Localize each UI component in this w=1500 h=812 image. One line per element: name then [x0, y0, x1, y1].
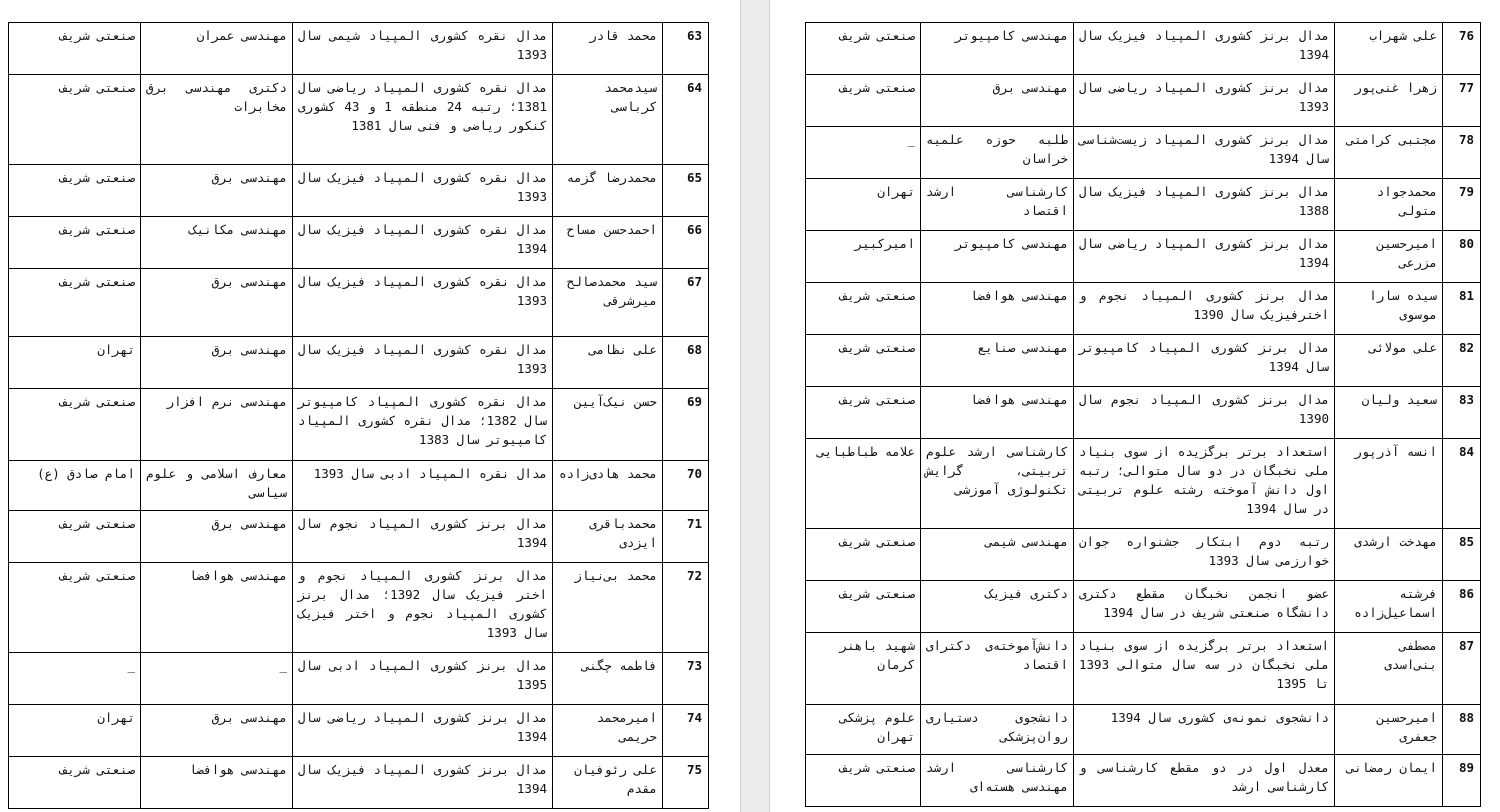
name-cell: انسه آذرپور: [1335, 439, 1443, 529]
table-row: [9, 23, 709, 75]
field-cell: مهندسی کامپیوتر: [921, 23, 1074, 75]
row-number-cell: 76: [1443, 23, 1481, 75]
university-cell: علوم پزشکی تهران: [806, 705, 921, 755]
table-row: [9, 757, 709, 809]
field-cell: معارف اسلامی و علوم سیاسی: [141, 461, 293, 511]
achievement-cell: مدال برنز کشوری المپیاد ادبی سال 1395: [293, 653, 553, 705]
table-row: [9, 705, 709, 757]
field-cell: کارشناسی ارشد مهندسی هسته‌ای: [921, 755, 1074, 807]
university-cell: صنعتی شریف: [9, 389, 141, 461]
university-cell: تهران: [9, 705, 141, 757]
field-cell: _: [141, 653, 293, 705]
name-cell: فرشته اسماعیل‌زاده: [1335, 581, 1443, 633]
row-number-cell: 89: [1443, 755, 1481, 807]
university-cell: _: [806, 127, 921, 179]
table-row: [9, 511, 709, 563]
row-number-cell: 73: [663, 653, 709, 705]
name-cell: علی مولائی: [1335, 335, 1443, 387]
field-cell: مهندسی هوافضا: [921, 283, 1074, 335]
right-page: [770, 0, 1500, 812]
university-cell: امام صادق (ع): [9, 461, 141, 511]
achievement-cell: مدال برنز کشوری المپیاد نجوم و اختر فیزیک سال 1392؛ مدال برنز کشوری المپیاد نجوم و اختر فیزیک سال 1393: [293, 563, 553, 653]
table-row: [9, 269, 709, 337]
table-row: [806, 179, 1481, 231]
row-number-cell: 64: [663, 75, 709, 165]
university-cell: صنعتی شریف: [806, 335, 921, 387]
honors-table-left: [8, 22, 709, 809]
achievement-cell: مدال برنز کشوری المپیاد ریاضی سال 1394: [293, 705, 553, 757]
row-number-cell: 88: [1443, 705, 1481, 755]
row-number-cell: 75: [663, 757, 709, 809]
row-number-cell: 82: [1443, 335, 1481, 387]
table-row: [9, 653, 709, 705]
achievement-cell: مدال نقره کشوری المپیاد فیزیک سال 1393: [293, 269, 553, 337]
name-cell: مهدخت ارشدی: [1335, 529, 1443, 581]
achievement-cell: مدال برنز کشوری المپیاد نجوم سال 1394: [293, 511, 553, 563]
name-cell: ایمان رمضانی: [1335, 755, 1443, 807]
name-cell: سیده سارا موسوی: [1335, 283, 1443, 335]
table-row: [9, 337, 709, 389]
field-cell: مهندسی شیمی: [921, 529, 1074, 581]
field-cell: مهندسی هوافضا: [141, 757, 293, 809]
achievement-cell: استعداد برتر برگزیده از سوی بنیاد ملی نخبگان در دو سال متوالی؛ رتبه اول دانش آموخته رشته علوم تربیتی در سال 1394: [1074, 439, 1335, 529]
field-cell: مهندسی کامپیوتر: [921, 231, 1074, 283]
name-cell: علی نظامی: [553, 337, 663, 389]
row-number-cell: 80: [1443, 231, 1481, 283]
table-row: [806, 23, 1481, 75]
achievement-cell: مدال برنز کشوری المپیاد نجوم سال 1390: [1074, 387, 1335, 439]
row-number-cell: 83: [1443, 387, 1481, 439]
name-cell: احمدحسن مساح: [553, 217, 663, 269]
field-cell: مهندسی برق: [141, 269, 293, 337]
row-number-cell: 66: [663, 217, 709, 269]
table-row: [806, 335, 1481, 387]
university-cell: صنعتی شریف: [806, 75, 921, 127]
table-row: [806, 127, 1481, 179]
university-cell: صنعتی شریف: [9, 757, 141, 809]
field-cell: مهندسی عمران: [141, 23, 293, 75]
achievement-cell: مدال برنز کشوری المپیاد فیزیک سال 1394: [1074, 23, 1335, 75]
university-cell: شهید باهنر کرمان: [806, 633, 921, 705]
field-cell: دانش‌آموخته‌ی دکترای اقتصاد: [921, 633, 1074, 705]
table-row: [806, 581, 1481, 633]
university-cell: _: [9, 653, 141, 705]
table-row: [806, 231, 1481, 283]
field-cell: کارشناسی ارشد علوم تربیتی، گرایش تکنولوژی آموزشی: [921, 439, 1074, 529]
row-number-cell: 71: [663, 511, 709, 563]
row-number-cell: 63: [663, 23, 709, 75]
name-cell: علی رئوفیان مقدم: [553, 757, 663, 809]
achievement-cell: مدال نقره المپیاد ادبی سال 1393: [293, 461, 553, 511]
table-row: [806, 439, 1481, 529]
achievement-cell: استعداد برتر برگزیده از سوی بنیاد ملی نخبگان در سه سال متوالی 1393 تا 1395: [1074, 633, 1335, 705]
achievement-cell: مدال نقره کشوری المپیاد کامپیوتر سال 1382؛ مدال نقره کشوری المپیاد کامپیوتر سال 1383: [293, 389, 553, 461]
field-cell: مهندسی صنایع: [921, 335, 1074, 387]
field-cell: کارشناسی ارشد اقتصاد: [921, 179, 1074, 231]
field-cell: مهندسی هوافضا: [141, 563, 293, 653]
name-cell: زهرا غنی‌پور: [1335, 75, 1443, 127]
university-cell: صنعتی شریف: [806, 529, 921, 581]
name-cell: مجتبی کرامتی: [1335, 127, 1443, 179]
name-cell: مصطفی بنی‌اسدی: [1335, 633, 1443, 705]
row-number-cell: 78: [1443, 127, 1481, 179]
name-cell: امیرحسین جعفری: [1335, 705, 1443, 755]
table-row: [9, 75, 709, 165]
university-cell: صنعتی شریف: [9, 217, 141, 269]
achievement-cell: مدال نقره کشوری المپیاد شیمی سال 1393: [293, 23, 553, 75]
row-number-cell: 65: [663, 165, 709, 217]
university-cell: صنعتی شریف: [9, 75, 141, 165]
table-row: [806, 75, 1481, 127]
field-cell: مهندسی مکانیک: [141, 217, 293, 269]
university-cell: امیرکبیر: [806, 231, 921, 283]
field-cell: دکتری مهندسی برق مخابرات: [141, 75, 293, 165]
achievement-cell: معدل اول در دو مقطع کارشناسی و کارشناسی ارشد: [1074, 755, 1335, 807]
name-cell: امیرحسین مزرعی: [1335, 231, 1443, 283]
university-cell: صنعتی شریف: [9, 269, 141, 337]
achievement-cell: مدال برنز کشوری المپیاد ریاضی سال 1393: [1074, 75, 1335, 127]
field-cell: مهندسی نرم افزار: [141, 389, 293, 461]
achievement-cell: رتبه دوم ابتکار جشنواره جوان خوارزمی سال 1393: [1074, 529, 1335, 581]
university-cell: صنعتی شریف: [9, 563, 141, 653]
name-cell: علی شهراب: [1335, 23, 1443, 75]
table-row: [806, 283, 1481, 335]
university-cell: صنعتی شریف: [9, 511, 141, 563]
achievement-cell: دانشجوی نمونه‌ی کشوری سال 1394: [1074, 705, 1335, 755]
row-number-cell: 68: [663, 337, 709, 389]
honors-table-right: [805, 22, 1481, 807]
university-cell: صنعتی شریف: [806, 283, 921, 335]
name-cell: حسن نیک‌آیین: [553, 389, 663, 461]
row-number-cell: 69: [663, 389, 709, 461]
row-number-cell: 79: [1443, 179, 1481, 231]
name-cell: محمد قادر: [553, 23, 663, 75]
achievement-cell: مدال نقره کشوری المپیاد فیزیک سال 1393: [293, 165, 553, 217]
name-cell: محمد بی‌نیاز: [553, 563, 663, 653]
name-cell: محمد هادی‌زاده: [553, 461, 663, 511]
achievement-cell: مدال برنز کشوری المپیاد فیزیک سال 1388: [1074, 179, 1335, 231]
table-row: [9, 563, 709, 653]
row-number-cell: 86: [1443, 581, 1481, 633]
achievement-cell: مدال برنز کشوری المپیاد زیست‌شناسی سال 1394: [1074, 127, 1335, 179]
name-cell: محمدباقری ایزدی: [553, 511, 663, 563]
table-row: [806, 705, 1481, 755]
name-cell: فاطمه چگنی: [553, 653, 663, 705]
university-cell: صنعتی شریف: [806, 755, 921, 807]
achievement-cell: مدال برنز کشوری المپیاد کامپیوتر سال 1394: [1074, 335, 1335, 387]
row-number-cell: 85: [1443, 529, 1481, 581]
left-page: [0, 0, 740, 812]
university-cell: صنعتی شریف: [806, 387, 921, 439]
field-cell: دکتری فیزیک: [921, 581, 1074, 633]
field-cell: مهندسی هوافضا: [921, 387, 1074, 439]
achievement-cell: مدال برنز کشوری المپیاد نجوم و اخترفیزیک سال 1390: [1074, 283, 1335, 335]
table-row: [806, 633, 1481, 705]
row-number-cell: 67: [663, 269, 709, 337]
field-cell: دانشجوی دستیاری روان‌پزشکی: [921, 705, 1074, 755]
row-number-cell: 81: [1443, 283, 1481, 335]
field-cell: مهندسی برق: [141, 165, 293, 217]
field-cell: مهندسی برق: [141, 705, 293, 757]
field-cell: مهندسی برق: [921, 75, 1074, 127]
row-number-cell: 87: [1443, 633, 1481, 705]
table-row: [806, 387, 1481, 439]
name-cell: سیدمحمد کرباسی: [553, 75, 663, 165]
field-cell: طلبه حوزه علمیه خراسان: [921, 127, 1074, 179]
table-row: [9, 389, 709, 461]
row-number-cell: 74: [663, 705, 709, 757]
row-number-cell: 70: [663, 461, 709, 511]
name-cell: سید محمدصالح میرشرقی: [553, 269, 663, 337]
table-row: [9, 461, 709, 511]
table-row: [9, 217, 709, 269]
table-row: [9, 165, 709, 217]
university-cell: علامه طباطبایی: [806, 439, 921, 529]
university-cell: تهران: [806, 179, 921, 231]
name-cell: سعید ولیان: [1335, 387, 1443, 439]
row-number-cell: 77: [1443, 75, 1481, 127]
name-cell: امیرمحمد حریمی: [553, 705, 663, 757]
row-number-cell: 72: [663, 563, 709, 653]
university-cell: تهران: [9, 337, 141, 389]
name-cell: محمدرضا گزمه: [553, 165, 663, 217]
row-number-cell: 84: [1443, 439, 1481, 529]
achievement-cell: مدال برنز کشوری المپیاد ریاضی سال 1394: [1074, 231, 1335, 283]
achievement-cell: مدال برنز کشوری المپیاد فیزیک سال 1394: [293, 757, 553, 809]
university-cell: صنعتی شریف: [9, 23, 141, 75]
achievement-cell: مدال نقره کشوری المپیاد فیزیک سال 1394: [293, 217, 553, 269]
page-gutter: [740, 0, 770, 812]
university-cell: صنعتی شریف: [806, 23, 921, 75]
university-cell: صنعتی شریف: [806, 581, 921, 633]
field-cell: مهندسی برق: [141, 511, 293, 563]
name-cell: محمدجواد متولی: [1335, 179, 1443, 231]
table-row: [806, 755, 1481, 807]
achievement-cell: عضو انجمن نخبگان مقطع دکتری دانشگاه صنعتی شریف در سال 1394: [1074, 581, 1335, 633]
field-cell: مهندسی برق: [141, 337, 293, 389]
achievement-cell: مدال نقره کشوری المپیاد فیزیک سال 1393: [293, 337, 553, 389]
university-cell: صنعتی شریف: [9, 165, 141, 217]
achievement-cell: مدال نقره کشوری المپیاد ریاضی سال 1381؛ رتبه 24 منطقه 1 و 43 کشوری کنکور ریاضی و فنی سال 1381: [293, 75, 553, 165]
table-row: [806, 529, 1481, 581]
